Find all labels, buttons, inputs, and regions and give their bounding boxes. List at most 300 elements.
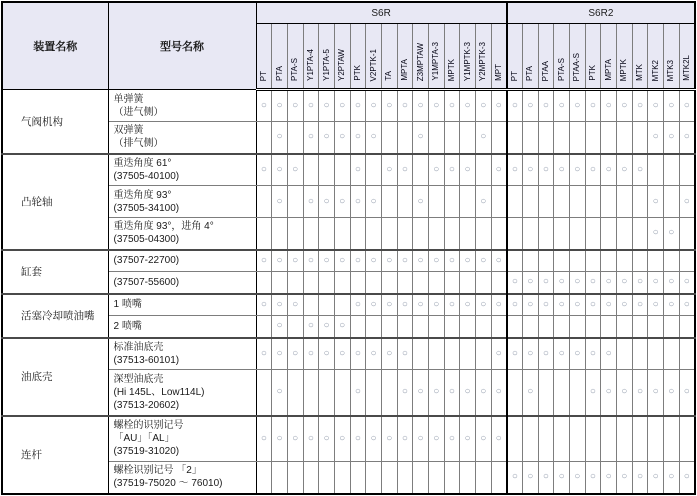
compat-mark-cell: ○ [397, 250, 413, 272]
compat-mark-cell [428, 218, 444, 250]
compat-mark-cell [491, 462, 507, 494]
model-column-label: MTK2 [650, 59, 660, 81]
model-name-line: (Hi 145L、Low114L) [113, 386, 205, 398]
compat-mark-cell [616, 416, 632, 462]
compat-mark-cell: ○ [616, 462, 632, 494]
model-column-label: PTAA [540, 60, 550, 81]
compat-mark-cell: ○ [569, 338, 585, 370]
model-column-header [601, 24, 617, 90]
compat-mark-cell [460, 338, 476, 370]
compat-mark-cell: ○ [585, 90, 601, 122]
compat-mark-cell: ○ [256, 338, 272, 370]
compat-mark-cell: ○ [663, 272, 679, 294]
model-column-label: PTA [274, 66, 284, 81]
model-name-cell [108, 272, 256, 294]
compat-mark-cell: ○ [413, 250, 429, 272]
model-column-header [585, 24, 601, 90]
compat-mark-cell [303, 294, 319, 316]
compat-mark-cell: ○ [397, 370, 413, 416]
compat-mark-cell: ○ [663, 370, 679, 416]
compat-mark-cell: ○ [616, 154, 632, 186]
compat-mark-cell [648, 338, 664, 370]
compat-mark-cell: ○ [616, 370, 632, 416]
compat-mark-cell: ○ [413, 294, 429, 316]
compat-mark-cell [569, 416, 585, 462]
model-name-cell [108, 90, 256, 122]
model-column-label: PTA-S [290, 58, 300, 81]
compat-mark-cell: ○ [334, 90, 350, 122]
compat-mark-cell [460, 316, 476, 338]
compat-mark-cell: ○ [428, 250, 444, 272]
compat-mark-cell [538, 122, 554, 154]
table-row [2, 250, 695, 272]
compat-mark-cell [522, 416, 538, 462]
compat-mark-cell [428, 272, 444, 294]
compat-mark-cell: ○ [522, 90, 538, 122]
compat-mark-cell [428, 122, 444, 154]
model-column-header [287, 24, 303, 90]
compat-mark-cell [303, 272, 319, 294]
compat-mark-cell: ○ [679, 294, 695, 316]
compat-mark-cell: ○ [256, 416, 272, 462]
model-column-label: Y2MPTK-3 [478, 41, 488, 81]
compat-mark-cell: ○ [334, 186, 350, 218]
compat-mark-cell: ○ [679, 186, 695, 218]
model-name-line: 标准油底壳 [113, 341, 164, 353]
compat-mark-cell [601, 316, 617, 338]
model-column-header [256, 24, 272, 90]
compat-mark-cell: ○ [648, 462, 664, 494]
compat-mark-cell [663, 250, 679, 272]
compat-mark-cell: ○ [648, 218, 664, 250]
compat-mark-cell: ○ [569, 462, 585, 494]
compat-mark-cell: ○ [475, 186, 491, 218]
compat-mark-cell [585, 416, 601, 462]
compat-mark-cell [381, 218, 397, 250]
compat-mark-cell [413, 462, 429, 494]
compat-mark-cell [585, 122, 601, 154]
compat-mark-cell: ○ [366, 294, 382, 316]
compat-mark-cell [413, 338, 429, 370]
model-name-line: (37505-34100) [113, 202, 180, 214]
compat-mark-cell: ○ [303, 416, 319, 462]
compat-mark-cell: ○ [319, 250, 335, 272]
model-name-line: (37507-22700) [113, 255, 180, 267]
compat-mark-cell: ○ [585, 338, 601, 370]
compat-mark-cell: ○ [522, 462, 538, 494]
model-name-line: 「AU」「AL」 [113, 433, 175, 445]
compat-mark-cell: ○ [428, 90, 444, 122]
model-name-cell [108, 186, 256, 218]
compat-mark-cell: ○ [475, 416, 491, 462]
model-column-header [538, 24, 554, 90]
compat-mark-cell [601, 186, 617, 218]
compat-mark-cell [632, 122, 648, 154]
compat-mark-cell: ○ [569, 90, 585, 122]
compat-mark-cell: ○ [616, 294, 632, 316]
compat-mark-cell: ○ [679, 462, 695, 494]
compat-mark-cell: ○ [679, 90, 695, 122]
compat-mark-cell: ○ [601, 154, 617, 186]
compat-mark-cell: ○ [554, 294, 570, 316]
compat-mark-cell: ○ [319, 416, 335, 462]
compat-mark-cell [303, 462, 319, 494]
model-column-header [648, 24, 664, 90]
compat-mark-cell [475, 154, 491, 186]
compat-mark-cell: ○ [632, 462, 648, 494]
compat-mark-cell [366, 462, 382, 494]
compat-mark-cell [381, 316, 397, 338]
compat-mark-cell: ○ [272, 154, 288, 186]
table-body [2, 90, 695, 494]
compat-mark-cell [287, 122, 303, 154]
model-column-header [381, 24, 397, 90]
compat-mark-cell [428, 316, 444, 338]
table-row [2, 154, 695, 186]
compat-mark-cell: ○ [319, 122, 335, 154]
compat-mark-cell: ○ [366, 338, 382, 370]
compat-mark-cell: ○ [413, 122, 429, 154]
compat-mark-cell: ○ [507, 272, 523, 294]
compat-mark-cell: ○ [663, 218, 679, 250]
compat-mark-cell: ○ [272, 316, 288, 338]
compat-mark-cell: ○ [554, 90, 570, 122]
compat-mark-cell [554, 122, 570, 154]
compat-mark-cell [444, 186, 460, 218]
model-column-label: MTK [634, 64, 644, 81]
compat-mark-cell [632, 218, 648, 250]
compat-mark-cell [413, 218, 429, 250]
series-header-S6R: S6R [256, 2, 507, 24]
compat-mark-cell: ○ [538, 462, 554, 494]
compat-mark-cell [256, 462, 272, 494]
compat-mark-cell [366, 272, 382, 294]
compat-mark-cell: ○ [350, 186, 366, 218]
compat-mark-cell [287, 186, 303, 218]
compat-mark-cell: ○ [272, 122, 288, 154]
compat-mark-cell [334, 462, 350, 494]
compat-mark-cell [663, 154, 679, 186]
model-name-line: (37505-04300) [113, 234, 180, 246]
model-column-label: MPT [493, 64, 503, 81]
compat-mark-cell: ○ [381, 294, 397, 316]
compat-mark-cell: ○ [272, 370, 288, 416]
compat-mark-cell: ○ [397, 154, 413, 186]
compat-mark-cell [444, 462, 460, 494]
compat-mark-cell: ○ [444, 250, 460, 272]
model-name-cell [108, 316, 256, 338]
compat-mark-cell: ○ [303, 250, 319, 272]
model-column-label: PTK [352, 65, 362, 81]
compat-mark-cell: ○ [632, 370, 648, 416]
compat-mark-cell [648, 316, 664, 338]
compat-mark-cell: ○ [334, 122, 350, 154]
compat-mark-cell: ○ [475, 122, 491, 154]
compat-mark-cell [554, 186, 570, 218]
compat-mark-cell: ○ [428, 416, 444, 462]
compat-mark-cell [334, 370, 350, 416]
compat-mark-cell: ○ [303, 338, 319, 370]
compat-mark-cell: ○ [585, 272, 601, 294]
device-group-cell: 活塞冷却喷油嘴 [2, 294, 108, 338]
compat-mark-cell: ○ [585, 370, 601, 416]
compat-mark-cell: ○ [460, 416, 476, 462]
compat-mark-cell: ○ [366, 250, 382, 272]
model-column-header [522, 24, 538, 90]
compat-mark-cell [569, 186, 585, 218]
compat-mark-cell: ○ [491, 416, 507, 462]
compat-mark-cell: ○ [350, 250, 366, 272]
compat-mark-cell [256, 186, 272, 218]
compat-mark-cell: ○ [381, 154, 397, 186]
compat-mark-cell: ○ [256, 154, 272, 186]
compat-mark-cell [663, 316, 679, 338]
compat-mark-cell [663, 338, 679, 370]
compat-mark-cell [413, 154, 429, 186]
compat-mark-cell: ○ [256, 250, 272, 272]
compat-mark-cell: ○ [319, 90, 335, 122]
model-column-header [334, 24, 350, 90]
compat-mark-cell [569, 316, 585, 338]
compat-mark-cell [679, 316, 695, 338]
compat-mark-cell: ○ [428, 154, 444, 186]
compat-mark-cell: ○ [366, 122, 382, 154]
compat-mark-cell: ○ [444, 416, 460, 462]
compat-mark-cell: ○ [632, 272, 648, 294]
compat-mark-cell [460, 186, 476, 218]
compat-mark-cell: ○ [507, 294, 523, 316]
compat-mark-cell [334, 294, 350, 316]
compat-mark-cell [491, 122, 507, 154]
model-column-label: MPTK [446, 58, 456, 81]
compat-mark-cell [319, 370, 335, 416]
compat-mark-cell [585, 186, 601, 218]
compat-mark-cell [460, 218, 476, 250]
compat-mark-cell [601, 416, 617, 462]
model-column-label: Y1MPTA-3 [431, 42, 441, 81]
compat-mark-cell: ○ [460, 90, 476, 122]
model-column-label: MTK2L [681, 55, 691, 81]
compat-mark-cell: ○ [616, 272, 632, 294]
compat-mark-cell [287, 370, 303, 416]
compat-mark-cell [319, 154, 335, 186]
compat-mark-cell [679, 154, 695, 186]
compat-mark-cell [569, 370, 585, 416]
compat-mark-cell: ○ [601, 462, 617, 494]
model-column-header [413, 24, 429, 90]
compat-mark-cell: ○ [381, 250, 397, 272]
compat-mark-cell [381, 122, 397, 154]
model-name-line: 单弹簧 [113, 93, 144, 105]
compat-mark-cell [256, 370, 272, 416]
compat-mark-cell [491, 218, 507, 250]
compat-mark-cell: ○ [585, 462, 601, 494]
model-name-cell [108, 218, 256, 250]
compat-mark-cell [585, 316, 601, 338]
compat-mark-cell: ○ [601, 338, 617, 370]
model-column-label: PTAA-S [572, 52, 582, 81]
compat-mark-cell: ○ [460, 154, 476, 186]
compat-mark-cell [475, 338, 491, 370]
compat-mark-cell [522, 218, 538, 250]
compat-mark-cell: ○ [319, 316, 335, 338]
compat-mark-cell [679, 218, 695, 250]
compat-mark-cell [287, 218, 303, 250]
compat-mark-cell: ○ [616, 90, 632, 122]
compat-mark-cell [334, 218, 350, 250]
compat-mark-cell [428, 462, 444, 494]
compat-mark-cell [491, 186, 507, 218]
model-name-header: 型号名称 [108, 2, 256, 90]
compat-mark-cell [428, 338, 444, 370]
model-column-header [663, 24, 679, 90]
model-name-cell [108, 338, 256, 370]
compat-mark-cell: ○ [679, 122, 695, 154]
compat-mark-cell [381, 370, 397, 416]
compat-mark-cell: ○ [381, 338, 397, 370]
compat-mark-cell [397, 462, 413, 494]
compat-mark-cell [475, 272, 491, 294]
compat-mark-cell: ○ [601, 370, 617, 416]
compat-mark-cell [319, 218, 335, 250]
compat-mark-cell [491, 272, 507, 294]
compat-mark-cell [616, 186, 632, 218]
compat-mark-cell: ○ [554, 272, 570, 294]
compat-mark-cell [522, 186, 538, 218]
compat-mark-cell: ○ [334, 338, 350, 370]
model-name-cell [108, 370, 256, 416]
compat-mark-cell [554, 370, 570, 416]
compat-mark-cell: ○ [287, 416, 303, 462]
model-name-line: 螺栓识别记号 「2」 [113, 465, 202, 477]
compat-mark-cell: ○ [554, 338, 570, 370]
compat-mark-cell: ○ [413, 416, 429, 462]
compat-mark-cell: ○ [366, 416, 382, 462]
compat-mark-cell [350, 462, 366, 494]
compat-mark-cell [507, 186, 523, 218]
compat-mark-cell: ○ [319, 186, 335, 218]
compat-mark-cell: ○ [507, 90, 523, 122]
compat-mark-cell: ○ [522, 338, 538, 370]
compat-mark-cell: ○ [272, 186, 288, 218]
compat-mark-cell: ○ [350, 338, 366, 370]
device-group-cell: 缸套 [2, 250, 108, 294]
compat-mark-cell [397, 186, 413, 218]
model-name-cell [108, 462, 256, 494]
compat-mark-cell: ○ [444, 154, 460, 186]
model-column-header [491, 24, 507, 90]
compat-mark-cell [554, 416, 570, 462]
compat-mark-cell [632, 416, 648, 462]
model-column-header [444, 24, 460, 90]
compat-mark-cell [303, 218, 319, 250]
model-column-header [366, 24, 382, 90]
compat-mark-cell [616, 316, 632, 338]
compat-mark-cell: ○ [522, 370, 538, 416]
compat-mark-cell [444, 338, 460, 370]
compat-mark-cell [632, 338, 648, 370]
compat-mark-cell: ○ [444, 294, 460, 316]
compat-mark-cell: ○ [350, 370, 366, 416]
compat-mark-cell: ○ [350, 294, 366, 316]
model-column-header [350, 24, 366, 90]
compat-mark-cell [381, 462, 397, 494]
compat-mark-cell [413, 272, 429, 294]
compat-mark-cell [397, 218, 413, 250]
compat-mark-cell: ○ [522, 294, 538, 316]
model-name-line: 重迭角度 61° [113, 157, 172, 169]
compat-mark-cell [538, 316, 554, 338]
model-column-label: Y1PTA-4 [305, 49, 315, 81]
device-group-cell: 连杆 [2, 416, 108, 494]
model-name-line: （排气侧） [113, 138, 164, 150]
compat-mark-cell: ○ [679, 272, 695, 294]
model-name-line: (37507-55600) [113, 276, 180, 288]
compat-mark-cell [256, 316, 272, 338]
compat-mark-cell [475, 462, 491, 494]
model-column-header [397, 24, 413, 90]
compat-mark-cell: ○ [256, 294, 272, 316]
compat-mark-cell [679, 416, 695, 462]
model-column-label: PTA [525, 66, 535, 81]
compat-mark-cell [444, 272, 460, 294]
model-column-label: MPTA [399, 59, 409, 81]
compat-mark-cell [460, 462, 476, 494]
compat-mark-cell: ○ [491, 250, 507, 272]
model-name-line: 2 喷嘴 [113, 320, 142, 332]
compat-mark-cell: ○ [648, 272, 664, 294]
compat-mark-cell: ○ [632, 154, 648, 186]
compat-mark-cell: ○ [601, 90, 617, 122]
compat-mark-cell [616, 122, 632, 154]
compat-mark-cell: ○ [256, 90, 272, 122]
compat-mark-cell: ○ [381, 416, 397, 462]
model-name-line: 深型油底壳 [113, 373, 164, 385]
compat-mark-cell: ○ [522, 154, 538, 186]
model-column-label: MTK3 [666, 59, 676, 81]
compat-mark-cell [522, 122, 538, 154]
series-group-row [2, 2, 695, 24]
compat-mark-cell [554, 218, 570, 250]
compat-mark-cell: ○ [648, 122, 664, 154]
compat-mark-cell [491, 316, 507, 338]
model-column-label: PT [258, 70, 268, 81]
compat-mark-cell [350, 316, 366, 338]
model-column-label: Y1PTA-5 [321, 49, 331, 81]
compat-mark-cell: ○ [522, 272, 538, 294]
model-column-label: TA [384, 71, 394, 81]
compat-mark-cell: ○ [428, 370, 444, 416]
compat-mark-cell [272, 462, 288, 494]
compat-mark-cell: ○ [460, 370, 476, 416]
model-column-header [303, 24, 319, 90]
compat-mark-cell [319, 294, 335, 316]
compat-mark-cell [428, 186, 444, 218]
compat-mark-cell [366, 370, 382, 416]
compat-mark-cell: ○ [350, 122, 366, 154]
compat-mark-cell: ○ [491, 154, 507, 186]
model-column-header [319, 24, 335, 90]
compat-mark-cell [663, 186, 679, 218]
model-name-line: (37519-75020 ～ 76010) [113, 478, 223, 490]
compat-mark-cell: ○ [663, 90, 679, 122]
compat-mark-cell: ○ [632, 294, 648, 316]
device-group-cell: 油底壳 [2, 338, 108, 416]
compat-mark-cell [334, 154, 350, 186]
compat-mark-cell [334, 272, 350, 294]
compat-mark-cell [303, 154, 319, 186]
model-name-cell [108, 416, 256, 462]
